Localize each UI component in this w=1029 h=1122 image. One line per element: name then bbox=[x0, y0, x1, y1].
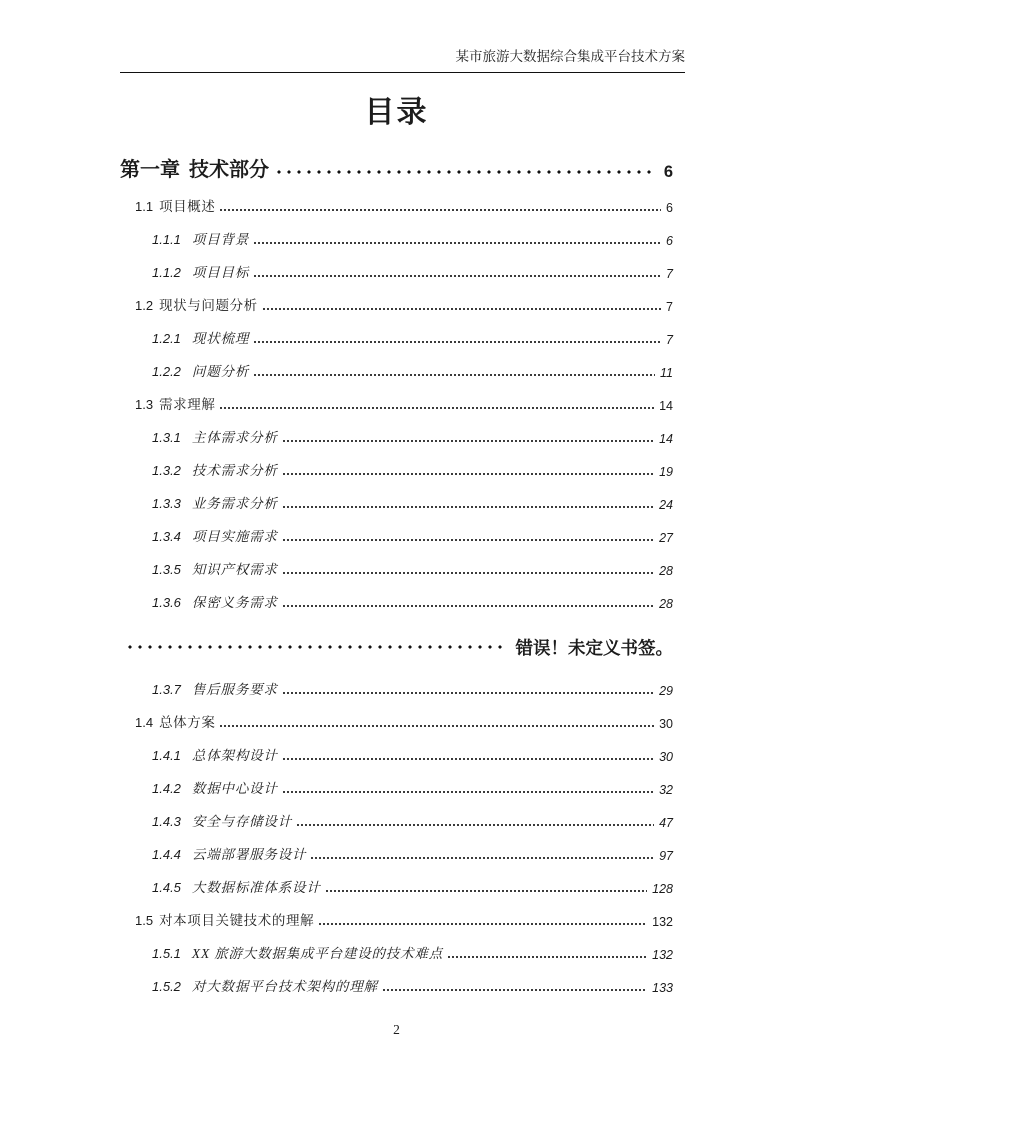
toc-entry-number: 1.3.4 bbox=[152, 529, 181, 545]
toc-page-number: 28 bbox=[659, 563, 673, 578]
toc-entry-number: 1.4.3 bbox=[152, 814, 181, 830]
dot-leader bbox=[295, 805, 654, 830]
toc-entry-number: 1.1 bbox=[135, 199, 154, 215]
toc-entry-第一章[interactable] bbox=[120, 152, 673, 182]
dot-leader bbox=[252, 223, 661, 248]
toc-list bbox=[120, 152, 673, 995]
toc-page-number: 132 bbox=[652, 914, 673, 929]
toc-entry-1.4.4[interactable] bbox=[120, 838, 673, 863]
toc-entry-number: 1.4.5 bbox=[152, 880, 181, 896]
toc-entry-error-bookmark[interactable] bbox=[120, 632, 673, 658]
toc-entry-label: 保密义务需求 bbox=[191, 595, 278, 611]
toc-entry-number: 1.3.2 bbox=[152, 463, 181, 479]
toc-entry-label: 技术需求分析 bbox=[191, 463, 278, 479]
toc-entry-1.3.6[interactable] bbox=[120, 586, 673, 611]
toc-entry-1.3.1[interactable] bbox=[120, 421, 673, 446]
toc-entry-number: 1.3.1 bbox=[152, 430, 181, 446]
toc-page-number: 28 bbox=[659, 596, 673, 611]
toc-entry-1.4.3[interactable] bbox=[120, 805, 673, 830]
toc-entry-1.1[interactable] bbox=[120, 190, 673, 215]
toc-page-number: 47 bbox=[659, 815, 673, 830]
toc-entry-number: 第一章 bbox=[120, 159, 180, 181]
toc-entry-1.5.1[interactable] bbox=[120, 937, 673, 962]
toc-entry-1.4[interactable] bbox=[120, 706, 673, 731]
toc-entry-number: 1.5.1 bbox=[152, 946, 181, 962]
dot-leader bbox=[309, 838, 654, 863]
toc-entry-label: 现状梳理 bbox=[191, 331, 250, 347]
toc-entry-number: 1.3.3 bbox=[152, 496, 181, 512]
toc-page-number: 29 bbox=[659, 683, 673, 698]
toc-page-number: 24 bbox=[659, 497, 673, 512]
dot-leader bbox=[324, 871, 648, 896]
toc-page-number: 132 bbox=[652, 947, 673, 962]
dot-leader bbox=[281, 739, 654, 764]
toc-page-number: 14 bbox=[659, 398, 673, 413]
dot-leader bbox=[281, 421, 654, 446]
toc-page-number: 30 bbox=[659, 749, 673, 764]
toc-page-number: 11 bbox=[660, 365, 673, 380]
toc-entry-number: 1.3.5 bbox=[152, 562, 181, 578]
toc-entry-number: 1.5 bbox=[135, 913, 154, 929]
toc-entry-number: 1.2.2 bbox=[152, 364, 181, 380]
dot-leader bbox=[381, 970, 647, 995]
dot-leader bbox=[281, 586, 654, 611]
toc-entry-label: 数据中心设计 bbox=[191, 781, 278, 797]
toc-entry-number: 1.2 bbox=[135, 298, 154, 314]
toc-page-number: 6 bbox=[663, 163, 673, 182]
toc-entry-1.3.4[interactable] bbox=[120, 520, 673, 545]
dot-leader bbox=[281, 673, 654, 698]
toc-page-number: 6 bbox=[666, 200, 673, 215]
toc-page-number: 6 bbox=[666, 233, 673, 248]
error-bookmark-label: 错误！未定义书签。 bbox=[515, 637, 673, 658]
dot-leader bbox=[281, 454, 654, 479]
toc-entry-1.2.2[interactable] bbox=[120, 355, 673, 380]
toc-page-number: 14 bbox=[659, 431, 673, 446]
toc-page-number: 32 bbox=[659, 782, 673, 797]
dot-leader bbox=[252, 256, 661, 281]
toc-entry-1.2[interactable] bbox=[120, 289, 673, 314]
toc-entry-1.4.2[interactable] bbox=[120, 772, 673, 797]
toc-entry-label: 总体架构设计 bbox=[191, 748, 278, 764]
dot-leader bbox=[281, 772, 654, 797]
toc-entry-number: 1.5.2 bbox=[152, 979, 181, 995]
dot-leader bbox=[252, 355, 655, 380]
toc-entry-1.2.1[interactable] bbox=[120, 322, 673, 347]
toc-page-number: 97 bbox=[659, 848, 673, 863]
toc-entry-number: 1.4 bbox=[135, 715, 154, 731]
dot-leader bbox=[252, 322, 661, 347]
toc-page-number: 27 bbox=[659, 530, 673, 545]
toc-entry-label: 技术部分 bbox=[189, 159, 269, 181]
toc-page-number: 7 bbox=[666, 332, 673, 347]
toc-entry-1.4.5[interactable] bbox=[120, 871, 673, 896]
toc-entry-1.5[interactable] bbox=[120, 904, 673, 929]
toc-entry-label: 总体方案 bbox=[159, 715, 216, 731]
toc-entry-label: 项目背景 bbox=[191, 232, 250, 248]
toc-entry-label: XX 旅游大数据集成平台建设的技术难点 bbox=[191, 946, 443, 962]
toc-entry-1.3.2[interactable] bbox=[120, 454, 673, 479]
toc-page-number: 133 bbox=[652, 980, 673, 995]
dot-leader bbox=[261, 289, 661, 314]
toc-page-number: 7 bbox=[666, 266, 673, 281]
document-header-title: 某市旅游大数据综合集成平台技术方案 bbox=[120, 48, 685, 73]
toc-entry-number: 1.4.1 bbox=[152, 748, 181, 764]
toc-entry-1.3.7[interactable] bbox=[120, 673, 673, 698]
page-number-footer: 2 bbox=[393, 1022, 400, 1037]
toc-entry-label: 知识产权需求 bbox=[191, 562, 278, 578]
toc-entry-1.3.5[interactable] bbox=[120, 553, 673, 578]
toc-page-number: 30 bbox=[659, 716, 673, 731]
toc-entry-label: 现状与问题分析 bbox=[159, 298, 258, 314]
toc-entry-label: 大数据标准体系设计 bbox=[191, 880, 321, 896]
toc-entry-number: 1.4.4 bbox=[152, 847, 181, 863]
dot-leader bbox=[123, 632, 505, 658]
toc-entry-label: 售后服务要求 bbox=[191, 682, 278, 698]
dot-leader bbox=[446, 937, 647, 962]
toc-entry-1.3[interactable] bbox=[120, 388, 673, 413]
toc-entry-label: 对本项目关键技术的理解 bbox=[159, 913, 315, 929]
dot-leader bbox=[218, 388, 654, 413]
toc-entry-label: 主体需求分析 bbox=[191, 430, 278, 446]
toc-entry-number: 1.1.1 bbox=[152, 232, 181, 248]
dot-leader bbox=[281, 520, 654, 545]
toc-entry-label: 安全与存储设计 bbox=[191, 814, 293, 830]
dot-leader bbox=[281, 487, 654, 512]
toc-entry-label: 问题分析 bbox=[191, 364, 250, 380]
toc-entry-1.1.2[interactable] bbox=[120, 256, 673, 281]
toc-page-number: 19 bbox=[659, 464, 673, 479]
toc-entry-1.5.2[interactable] bbox=[120, 970, 673, 995]
toc-entry-number: 1.3.6 bbox=[152, 595, 181, 611]
toc-page-number: 128 bbox=[652, 881, 673, 896]
toc-entry-number: 1.2.1 bbox=[152, 331, 181, 347]
toc-entry-label: 项目概述 bbox=[159, 199, 216, 215]
toc-entry-number: 1.3 bbox=[135, 397, 154, 413]
toc-entry-label: 业务需求分析 bbox=[191, 496, 278, 512]
toc-title: 目录 bbox=[364, 96, 429, 129]
toc-entry-label: 项目实施需求 bbox=[191, 529, 278, 545]
toc-entry-label: 需求理解 bbox=[159, 397, 216, 413]
dot-leader bbox=[317, 904, 647, 929]
toc-entry-number: 1.4.2 bbox=[152, 781, 181, 797]
dot-leader bbox=[281, 553, 654, 578]
toc-page-number: 7 bbox=[666, 299, 673, 314]
toc-entry-label: 云端部署服务设计 bbox=[191, 847, 307, 863]
toc-entry-label: 对大数据平台技术架构的理解 bbox=[191, 979, 378, 995]
dot-leader bbox=[272, 152, 654, 182]
toc-entry-1.4.1[interactable] bbox=[120, 739, 673, 764]
toc-entry-1.1.1[interactable] bbox=[120, 223, 673, 248]
toc-entry-number: 1.3.7 bbox=[152, 682, 181, 698]
dot-leader bbox=[218, 190, 661, 215]
toc-entry-number: 1.1.2 bbox=[152, 265, 181, 281]
dot-leader bbox=[218, 706, 654, 731]
toc-entry-label: 项目目标 bbox=[191, 265, 250, 281]
toc-entry-1.3.3[interactable] bbox=[120, 487, 673, 512]
